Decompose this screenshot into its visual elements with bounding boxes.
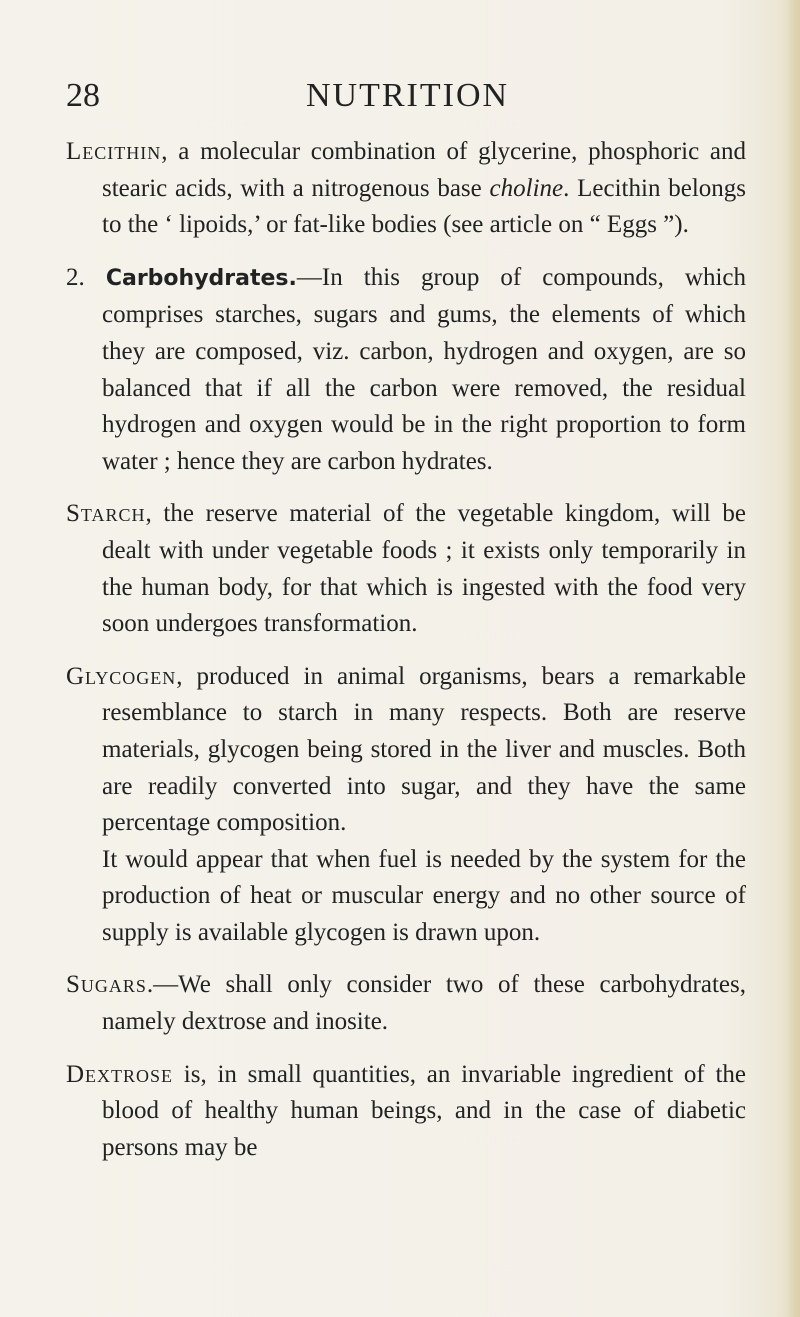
dextrose-text: is, in small quantities, an invariable ingredient of the blood of healthy human beings, and in the case of diabetic persons may be [102, 1060, 746, 1161]
page-header [66, 76, 706, 116]
term-choline: choline [489, 174, 564, 202]
paragraph-carbohydrates [66, 260, 746, 481]
paragraph-dextrose [66, 1057, 746, 1167]
term-sugars: Sugars [66, 971, 147, 999]
term-glycogen: Glycogen [66, 662, 177, 690]
carbohydrates-text: —In this group of compounds, which comprises starches, sugars and gums, the elements of which they are composed, viz. carbon, hydrogen and oxygen, are so balanced that if all the carbon were removed, the residual hydrogen and oxygen would be in the right proportion to form water ; hence they are carbon hydrates. [102, 263, 747, 475]
term-lecithin: Lecithin [66, 138, 162, 165]
glycogen-cont-text: It would appear that when fuel is needed by the system for the production of heat or muscular energy and no other source of supply is available glycogen is drawn upon. [102, 845, 746, 946]
lecithin-text-2: . Lecithin belongs to the ‘ lipoids,’ or fat-like bodies (see article on “ Eggs ”). [102, 174, 747, 239]
paragraph-sugars [66, 967, 746, 1040]
term-starch: Starch [66, 500, 146, 528]
paragraph-lecithin [66, 134, 746, 244]
lecithin-text-1: , a molecular combination of glycerine, phosphoric and stearic acids, with a nitrogenous base [102, 138, 746, 202]
glycogen-text: , produced in animal organisms, bears a remarkable resemblance to starch in many respects. Both are reserve materials, glycogen being stored in the liver and muscles. Both are readily converted into sugar, and they have the same percentage composition. [102, 662, 746, 837]
term-dextrose: Dextrose [66, 1060, 174, 1088]
paragraph-glycogen-continued [66, 842, 746, 952]
paragraph-starch [66, 496, 746, 642]
section-heading-carbohydrates: Carbohydrates. [105, 265, 297, 291]
body-text [66, 134, 746, 1166]
page-edge [786, 0, 800, 1317]
starch-text: , the reserve material of the vegetable kingdom, will be dealt with under vegetable foods ; it exists only temporarily in the human body, for that which is ingested with the food very soon undergoes transformation. [102, 500, 746, 638]
page-number: 28 [66, 77, 100, 114]
running-title: NUTRITION [306, 77, 510, 114]
section-number: 2. [66, 263, 85, 291]
paragraph-glycogen [66, 659, 746, 842]
sugars-text: .—We shall only consider two of these carbohydrates, namely dextrose and inosite. [102, 971, 746, 1036]
